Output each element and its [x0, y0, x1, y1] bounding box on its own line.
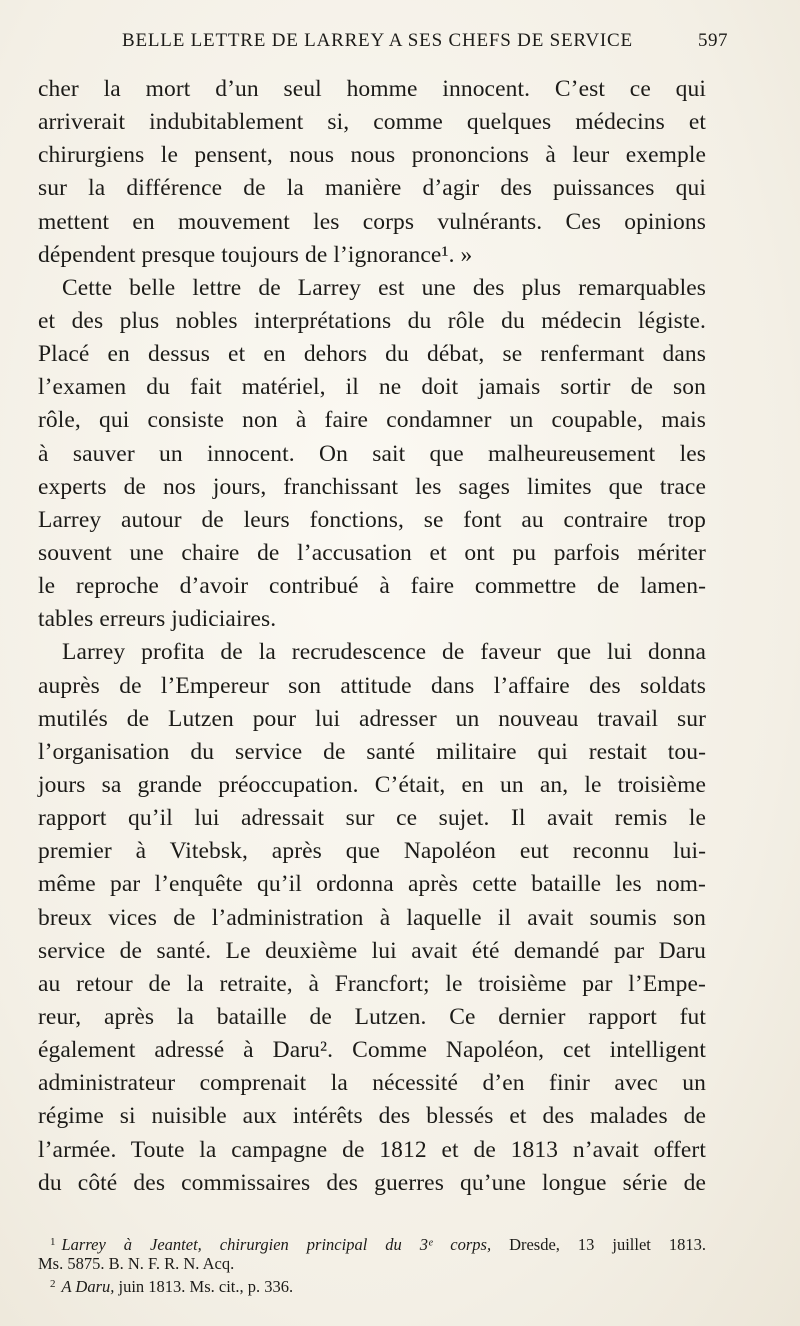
running-title: BELLE LETTRE DE LARREY A SES CHEFS DE SERVICE [122, 30, 633, 51]
text-line: le reproche d’avoir contribué à faire commettre de lamen- [38, 573, 706, 600]
text-line: chirurgiens le pensent, nous nous prononcions à leur exemple [38, 142, 706, 169]
text-line: régime si nuisible aux intérêts des blessés et des malades de [38, 1103, 706, 1130]
text-line: Larrey autour de leurs fonctions, se font au contraire trop [38, 506, 706, 533]
text-line: experts de nos jours, franchissant les sages limites que trace [38, 473, 706, 500]
footnote-1-title: Larrey à Jeantet, chirurgien principal du 3ᵉ corps, [61, 1235, 492, 1254]
text-line: sur la différence de la manière d’agir des puissances qui [38, 175, 706, 202]
body-text [38, 73, 706, 1200]
text-line: dépendent presque toujours de l’ignorance¹. » [38, 241, 473, 268]
text-line: l’examen du fait matériel, il ne doit jamais sortir de son [38, 374, 706, 401]
text-line: et des plus nobles interprétations du rôle du médecin légiste. [38, 307, 706, 334]
footnote-2-title: A Daru, [61, 1277, 115, 1296]
paragraph-start-line: Cette belle lettre de Larrey est une des plus remarquables [62, 274, 706, 301]
text-line: même par l’enquête qu’il ordonna après cette bataille les nom- [38, 871, 706, 898]
running-head [40, 30, 760, 60]
text-line: tables erreurs judiciaires. [38, 606, 277, 633]
text-line: mutilés de Lutzen pour lui adresser un nouveau travail sur [38, 705, 706, 732]
text-line: du côté des commissaires des guerres qu’une longue série de [38, 1169, 706, 1196]
text-line: au retour de la retraite, à Francfort; le troisième par l’Empe- [38, 970, 706, 997]
text-line: rapport qu’il lui adressait sur ce sujet. Il avait remis le [38, 805, 706, 832]
text-line: jours sa grande préoccupation. C’était, en un an, le troisième [38, 771, 706, 798]
footnote-2 [38, 1274, 706, 1295]
text-line: Placé en dessus et en dehors du débat, se renfermant dans [38, 341, 706, 368]
text-line: service de santé. Le deuxième lui avait été demandé par Daru [38, 937, 706, 964]
text-line: reur, après la bataille de Lutzen. Ce dernier rapport fut [38, 1003, 706, 1030]
text-line: cher la mort d’un seul homme innocent. C’est ce qui [38, 76, 706, 102]
footnote-1 [38, 1232, 706, 1253]
footnote-1-mark: 1 [50, 1236, 56, 1248]
text-line: également adressé à Daru². Comme Napoléon, cet intelligent [38, 1037, 706, 1064]
text-line: auprès de l’Empereur son attitude dans l’affaire des soldats [38, 672, 706, 699]
footnote-1-continuation: Ms. 5875. B. N. F. R. N. Acq. [38, 1254, 235, 1273]
footnote-2-mark: 2 [50, 1278, 56, 1290]
text-line: breux vices de l’administration à laquelle il avait soumis son [38, 904, 706, 931]
text-line: l’armée. Toute la campagne de 1812 et de 1813 n’avait offert [38, 1136, 706, 1163]
text-line: mettent en mouvement les corps vulnérants. Ces opinions [38, 208, 706, 235]
footnote-2-detail: juin 1813. Ms. cit., p. 336. [118, 1277, 294, 1296]
text-line: rôle, qui consiste non à faire condamner un coupable, mais [38, 407, 706, 434]
page-number: 597 [698, 30, 728, 51]
text-line: administrateur comprenait la nécessité d’en finir avec un [38, 1070, 706, 1097]
text-line: à sauver un innocent. On sait que malheureusement les [38, 440, 706, 467]
text-line: souvent une chaire de l’accusation et ont pu parfois mériter [38, 539, 706, 566]
text-line: l’organisation du service de santé militaire qui restait tou- [38, 738, 706, 765]
paragraph-start-line: Larrey profita de la recrudescence de faveur que lui donna [62, 639, 706, 666]
text-line: arriverait indubitablement si, comme quelques médecins et [38, 109, 706, 136]
text-line: premier à Vitebsk, après que Napoléon eut reconnu lui- [38, 838, 706, 865]
footnote-1-detail: Dresde, 13 juillet 1813. [509, 1235, 706, 1254]
footnotes [38, 1232, 706, 1295]
